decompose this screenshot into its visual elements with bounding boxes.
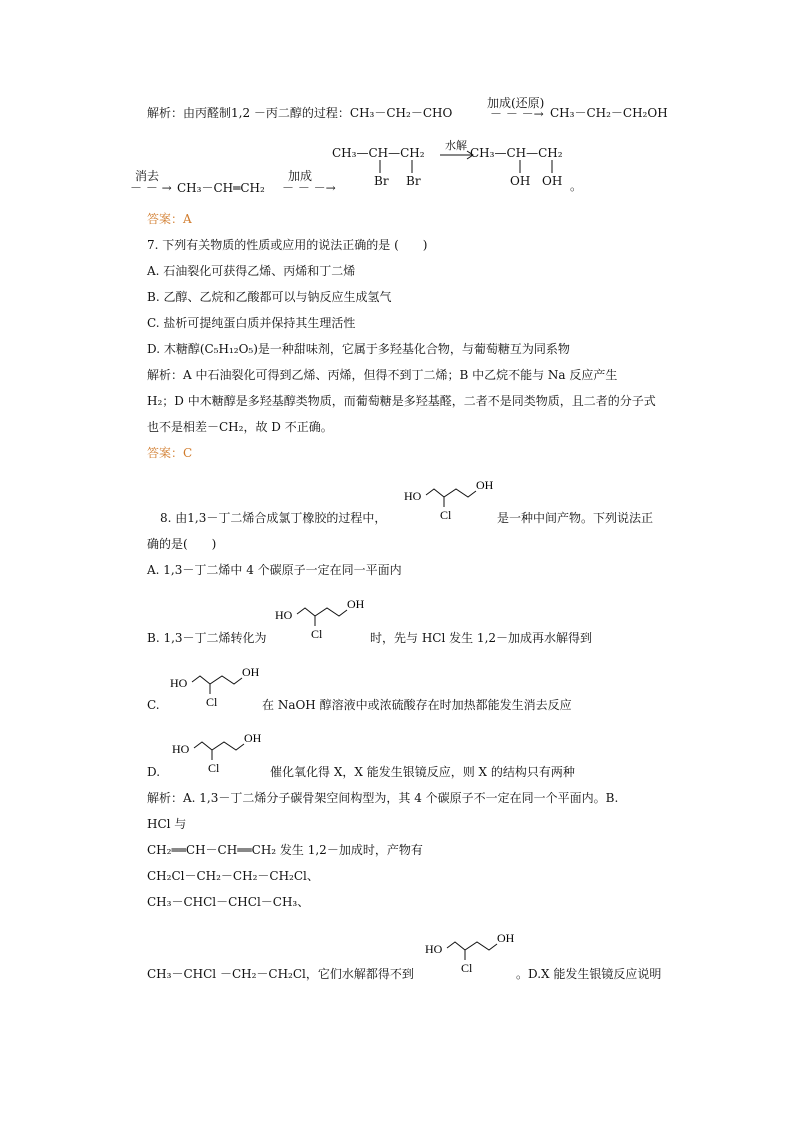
q8-analysis-1: 解析：A. 1,3－丁二烯分子碳骨架空间构型为，其 4 个碳原子不一定在同一个平面内。B.: [147, 791, 619, 805]
molecule-ho: HO: [404, 489, 422, 503]
chloro-butanediol-structure: [172, 720, 272, 778]
q6-line1-tail: CH₃－CH₂－CH₂OH: [550, 106, 668, 120]
q7-option-b: B. 乙醇、乙烷和乙酸都可以与钠反应生成氢气: [147, 290, 392, 304]
chloro-butanediol-structure: [404, 467, 504, 525]
q8-stem-c: 确的是( ): [147, 537, 217, 551]
q7-stem: 7. 下列有关物质的性质或应用的说法正确的是 ( ): [147, 238, 428, 252]
q6-end-punct: 。: [570, 179, 583, 193]
q8-option-a: A. 1,3－丁二烯中 4 个碳原子一定在同一平面内: [147, 563, 402, 577]
molecule-cl: Cl: [311, 627, 323, 640]
hydrolysis-label: 水解: [445, 139, 467, 152]
q8-stem-b: 是一种中间产物。下列说法正: [497, 511, 654, 525]
q8-option-b-b: 时，先与 HCl 发生 1,2－加成再水解得到: [370, 631, 593, 645]
q8-option-b-a: B. 1,3－丁二烯转化为: [147, 631, 267, 645]
molecule-bonds: [172, 720, 272, 774]
chloro-butanediol-structure: [170, 654, 270, 712]
q7-answer: 答案：C: [147, 446, 193, 460]
molecule-cl: Cl: [208, 761, 220, 774]
q6-answer: 答案：A: [147, 212, 192, 226]
q7-analysis-3: 也不是相差－CH₂，故 D 不正确。: [147, 420, 333, 434]
q7-analysis-2: H₂；D 中木糖醇是多羟基醇类物质，而葡萄糖是多羟基醛，二者不是同类物质，且二者的分子式: [147, 394, 656, 408]
molecule-ho: HO: [172, 742, 190, 756]
q6-arrow1-label: 加成(还原): [487, 96, 545, 110]
molecule-oh: OH: [347, 597, 365, 611]
dibromide-structure: [330, 140, 440, 190]
molecule-oh: OH: [476, 478, 494, 492]
chloro-butanediol-structure: [425, 920, 525, 978]
molecule-cl: Cl: [440, 508, 452, 521]
chloro-butanediol-structure: [275, 586, 375, 644]
molecule-ho: HO: [425, 942, 443, 956]
q6-arrow3-label: 加成: [288, 169, 313, 183]
molecule-cl: Cl: [461, 961, 473, 974]
diol-top: CH₃—CH—CH₂: [470, 146, 563, 160]
q6-line1-text: 由丙醛制1,2 －丙二醇的过程：CH₃－CH₂－CHO: [183, 106, 453, 120]
molecule-ho: HO: [275, 608, 293, 622]
dibromide-top: CH₃—CH—CH₂: [332, 146, 425, 160]
q8-stem-a: 8. 由1,3－丁二烯合成氯丁橡胶的过程中，: [160, 511, 387, 525]
dibromide-br1: Br: [374, 174, 389, 188]
molecule-ho: HO: [170, 676, 188, 690]
molecule-oh: OH: [242, 665, 260, 679]
molecule-oh: OH: [244, 731, 262, 745]
q6-line2-mid: CH₃－CH═CH₂: [177, 181, 265, 195]
diol-oh2: OH: [542, 174, 563, 188]
q8-analysis-4: CH₂Cl－CH₂－CH₂－CH₂Cl、: [147, 869, 319, 883]
q6-arrow1-body: － － －→: [490, 107, 544, 121]
diol-structure: [468, 140, 578, 190]
q8-option-d-b: 催化氧化得 X，X 能发生银镜反应，则 X 的结构只有两种: [270, 765, 575, 779]
molecule-bonds: [170, 654, 270, 708]
q8-analysis-6a: CH₃－CHCl －CH₂－CH₂Cl，它们水解都得不到: [147, 967, 414, 981]
diol-oh1: OH: [510, 174, 531, 188]
q8-analysis-2: HCl 与: [147, 817, 187, 831]
q7-option-d: D. 木糖醇(C₅H₁₂O₅)是一种甜味剂，它属于多羟基化合物，与葡萄糖互为同系物: [147, 342, 570, 356]
molecule-bonds: [404, 467, 504, 521]
q8-analysis-3: CH₂══CH－CH══CH₂ 发生 1,2－加成时，产物有: [147, 843, 423, 857]
molecule-bonds: [275, 586, 375, 640]
molecule-bonds: [425, 920, 525, 974]
analysis-label: 解析：: [147, 106, 184, 120]
q6-arrow3-body: － － －→: [282, 181, 336, 195]
q7-option-c: C. 盐析可提纯蛋白质并保持其生理活性: [147, 316, 356, 330]
q6-line1: [147, 105, 452, 121]
q7-analysis-1: 解析：A 中石油裂化可得到乙烯、丙烯，但得不到丁二烯；B 中乙烷不能与 Na 反应产生: [147, 368, 618, 382]
q8-option-c-a: C.: [147, 698, 160, 712]
q7-option-a: A. 石油裂化可获得乙烯、丙烯和丁二烯: [147, 264, 356, 278]
dibromide-br2: Br: [406, 174, 421, 188]
molecule-oh: OH: [497, 931, 515, 945]
q8-option-d-a: D.: [147, 765, 161, 779]
q8-analysis-5: CH₃－CHCl－CHCl－CH₃、: [147, 895, 310, 909]
q8-option-c-b: 在 NaOH 醇溶液中或浓硫酸存在时加热都能发生消去反应: [262, 698, 572, 712]
q6-arrow2-body: － － →: [130, 181, 172, 195]
molecule-cl: Cl: [206, 695, 218, 708]
q6-arrow2-label: 消去: [135, 169, 160, 183]
q8-analysis-6b: 。D.X 能发生银镜反应说明: [516, 967, 662, 981]
